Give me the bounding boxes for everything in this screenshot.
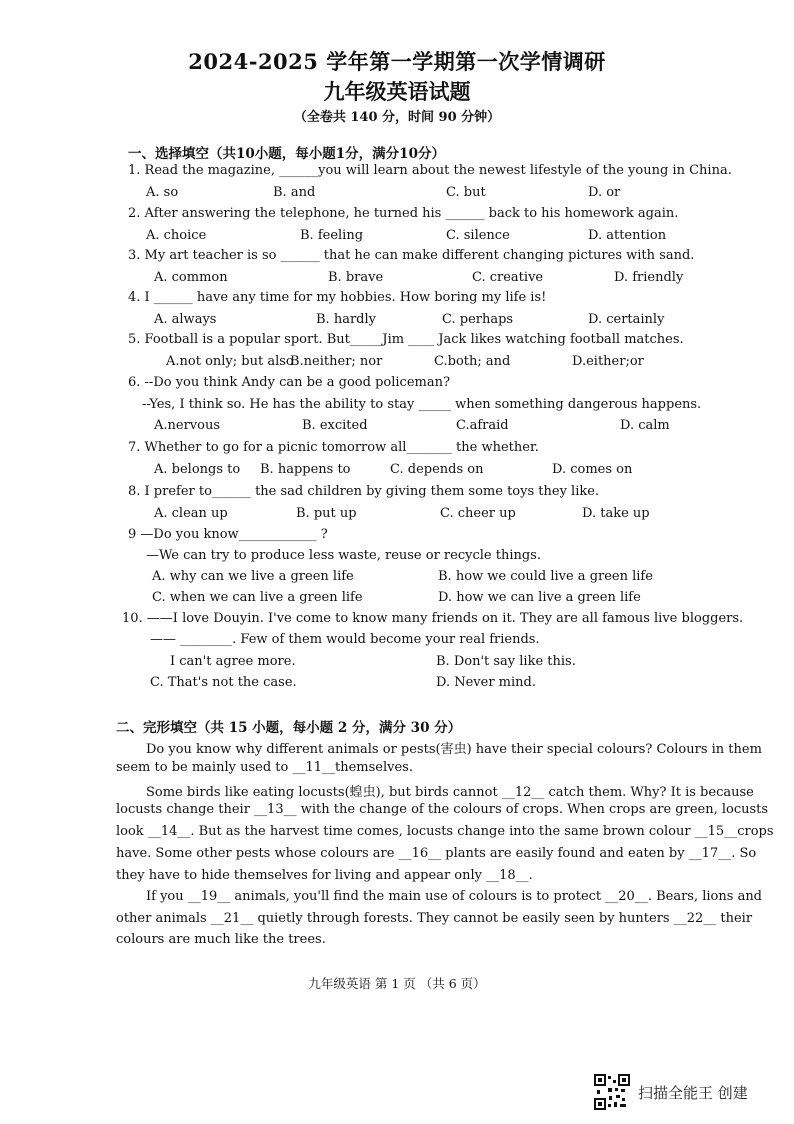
q2-option-c: C. silence <box>446 228 510 243</box>
cloze-line-10: colours are much like the trees. <box>116 932 326 947</box>
q8-option-d: D. take up <box>582 506 650 521</box>
q3-option-c: C. creative <box>472 270 544 285</box>
q6-option-a: A.nervous <box>154 418 221 433</box>
q1-option-b: B. and <box>273 185 316 200</box>
question-5-stem: 5. Football is a popular sport. But_____Jim ____ Jack likes watching football matches. <box>128 332 684 347</box>
q10-option-a: I can't agree more. <box>170 654 296 669</box>
question-1-stem: 1. Read the magazine, ______you will learn about the newest lifestyle of the young in China. <box>128 163 732 178</box>
q2-option-d: D. attention <box>588 228 667 243</box>
q7-option-a: A. belongs to <box>154 462 241 477</box>
q8-option-a: A. clean up <box>154 506 228 521</box>
q9-option-d: D. how we can live a green life <box>438 590 641 605</box>
q2-option-b: B. feeling <box>300 228 364 243</box>
q4-option-a: A. always <box>154 312 217 327</box>
q8-option-b: B. put up <box>296 506 357 521</box>
question-10-stem: 10. ——I love Douyin. I've come to know many friends on it. They are all famous live bloggers. <box>122 611 744 626</box>
q9-option-c: C. when we can live a green life <box>152 590 363 605</box>
cloze-line-7: they have to hide themselves for living and appear only __18__. <box>116 868 533 883</box>
page-footer: 九年级英语 第 1 页 （共 6 页） <box>308 976 486 991</box>
q1-option-a: A. so <box>146 185 179 200</box>
q9-option-a: A. why can we live a green life <box>152 569 354 584</box>
exam-subtitle: 九年级英语试题 <box>323 79 471 104</box>
scanner-watermark <box>594 1074 748 1110</box>
qr-code-icon <box>594 1074 630 1110</box>
question-3-stem: 3. My art teacher is so ______ that he can make different changing pictures with sand. <box>128 248 695 263</box>
question-7-stem: 7. Whether to go for a picnic tomorrow all_______ the whether. <box>128 440 539 455</box>
q4-option-d: D. certainly <box>588 312 665 327</box>
question-6-stem: 6. --Do you think Andy can be a good policeman? <box>128 375 450 390</box>
q3-option-b: B. brave <box>328 270 384 285</box>
cloze-line-4: locusts change their __13__ with the change of the colours of crops. When crops are green, locusts <box>116 802 769 817</box>
q2-option-a: A. choice <box>146 228 207 243</box>
q10-option-c: C. That's not the case. <box>150 675 297 690</box>
section2-title: 二、完形填空（共 15 小题，每小题 2 分，满分 30 分） <box>116 720 462 736</box>
q5-option-c: C.both; and <box>434 354 511 369</box>
watermark-text: 扫描全能王 创建 <box>638 1083 748 1102</box>
q6-option-c: C.afraid <box>456 418 509 433</box>
question-8-stem: 8. I prefer to______ the sad children by giving them some toys they like. <box>128 484 600 499</box>
question-6-stem2: --Yes, I think so. He has the ability to stay _____ when something dangerous happens. <box>142 397 702 412</box>
cloze-line-9: other animals __21__ quietly through forests. They cannot be easily seen by hunters __22__ their <box>116 911 753 926</box>
q1-option-d: D. or <box>588 185 621 200</box>
q9-option-b: B. how we could live a green life <box>438 569 653 584</box>
cloze-line-5: look __14__. But as the harvest time comes, locusts change into the same brown colour __15__crops <box>116 824 774 839</box>
question-4-stem: 4. I ______ have any time for my hobbies. How boring my life is! <box>128 290 547 305</box>
q6-option-d: D. calm <box>620 418 670 433</box>
exam-title: 2024-2025 学年第一学期第一次学情调研 <box>188 49 606 74</box>
q1-option-c: C. but <box>446 185 486 200</box>
cloze-line-2: seem to be mainly used to __11__themselves. <box>116 760 413 775</box>
q7-option-c: C. depends on <box>390 462 484 477</box>
q3-option-a: A. common <box>154 270 228 285</box>
q4-option-b: B. hardly <box>316 312 376 327</box>
q8-option-c: C. cheer up <box>440 506 516 521</box>
cloze-line-1: Do you know why different animals or pests(害虫) have their special colours? Colours in them <box>146 742 762 757</box>
q6-option-b: B. excited <box>302 418 368 433</box>
q3-option-d: D. friendly <box>614 270 684 285</box>
q5-option-d: D.either;or <box>572 354 644 369</box>
cloze-line-3: Some birds like eating locusts(蝗虫), but birds cannot __12__ catch them. Why? It is because <box>146 785 754 800</box>
exam-note: （全卷共 140 分，时间 90 分钟） <box>293 110 501 125</box>
q7-option-b: B. happens to <box>260 462 351 477</box>
cloze-line-8: If you __19__ animals, you'll find the main use of colours is to protect __20__. Bears, lions and <box>146 889 763 904</box>
question-9-stem2: —We can try to produce less waste, reuse or recycle things. <box>146 548 541 563</box>
q7-option-d: D. comes on <box>552 462 633 477</box>
question-2-stem: 2. After answering the telephone, he turned his ______ back to his homework again. <box>128 206 679 221</box>
q5-option-b: B.neither; nor <box>290 354 383 369</box>
q5-option-a: A.not only; but also <box>166 354 294 369</box>
question-9-stem: 9 —Do you know____________ ? <box>128 527 328 542</box>
q10-option-b: B. Don't say like this. <box>436 654 576 669</box>
cloze-line-6: have. Some other pests whose colours are __16__ plants are easily found and eaten by __17__. So <box>116 846 757 861</box>
q10-option-d: D. Never mind. <box>436 675 536 690</box>
question-10-stem2: —— ________. Few of them would become your real friends. <box>150 632 540 647</box>
section1-title: 一、选择填空（共10小题，每小题1分，满分10分） <box>128 146 445 162</box>
q4-option-c: C. perhaps <box>442 312 514 327</box>
